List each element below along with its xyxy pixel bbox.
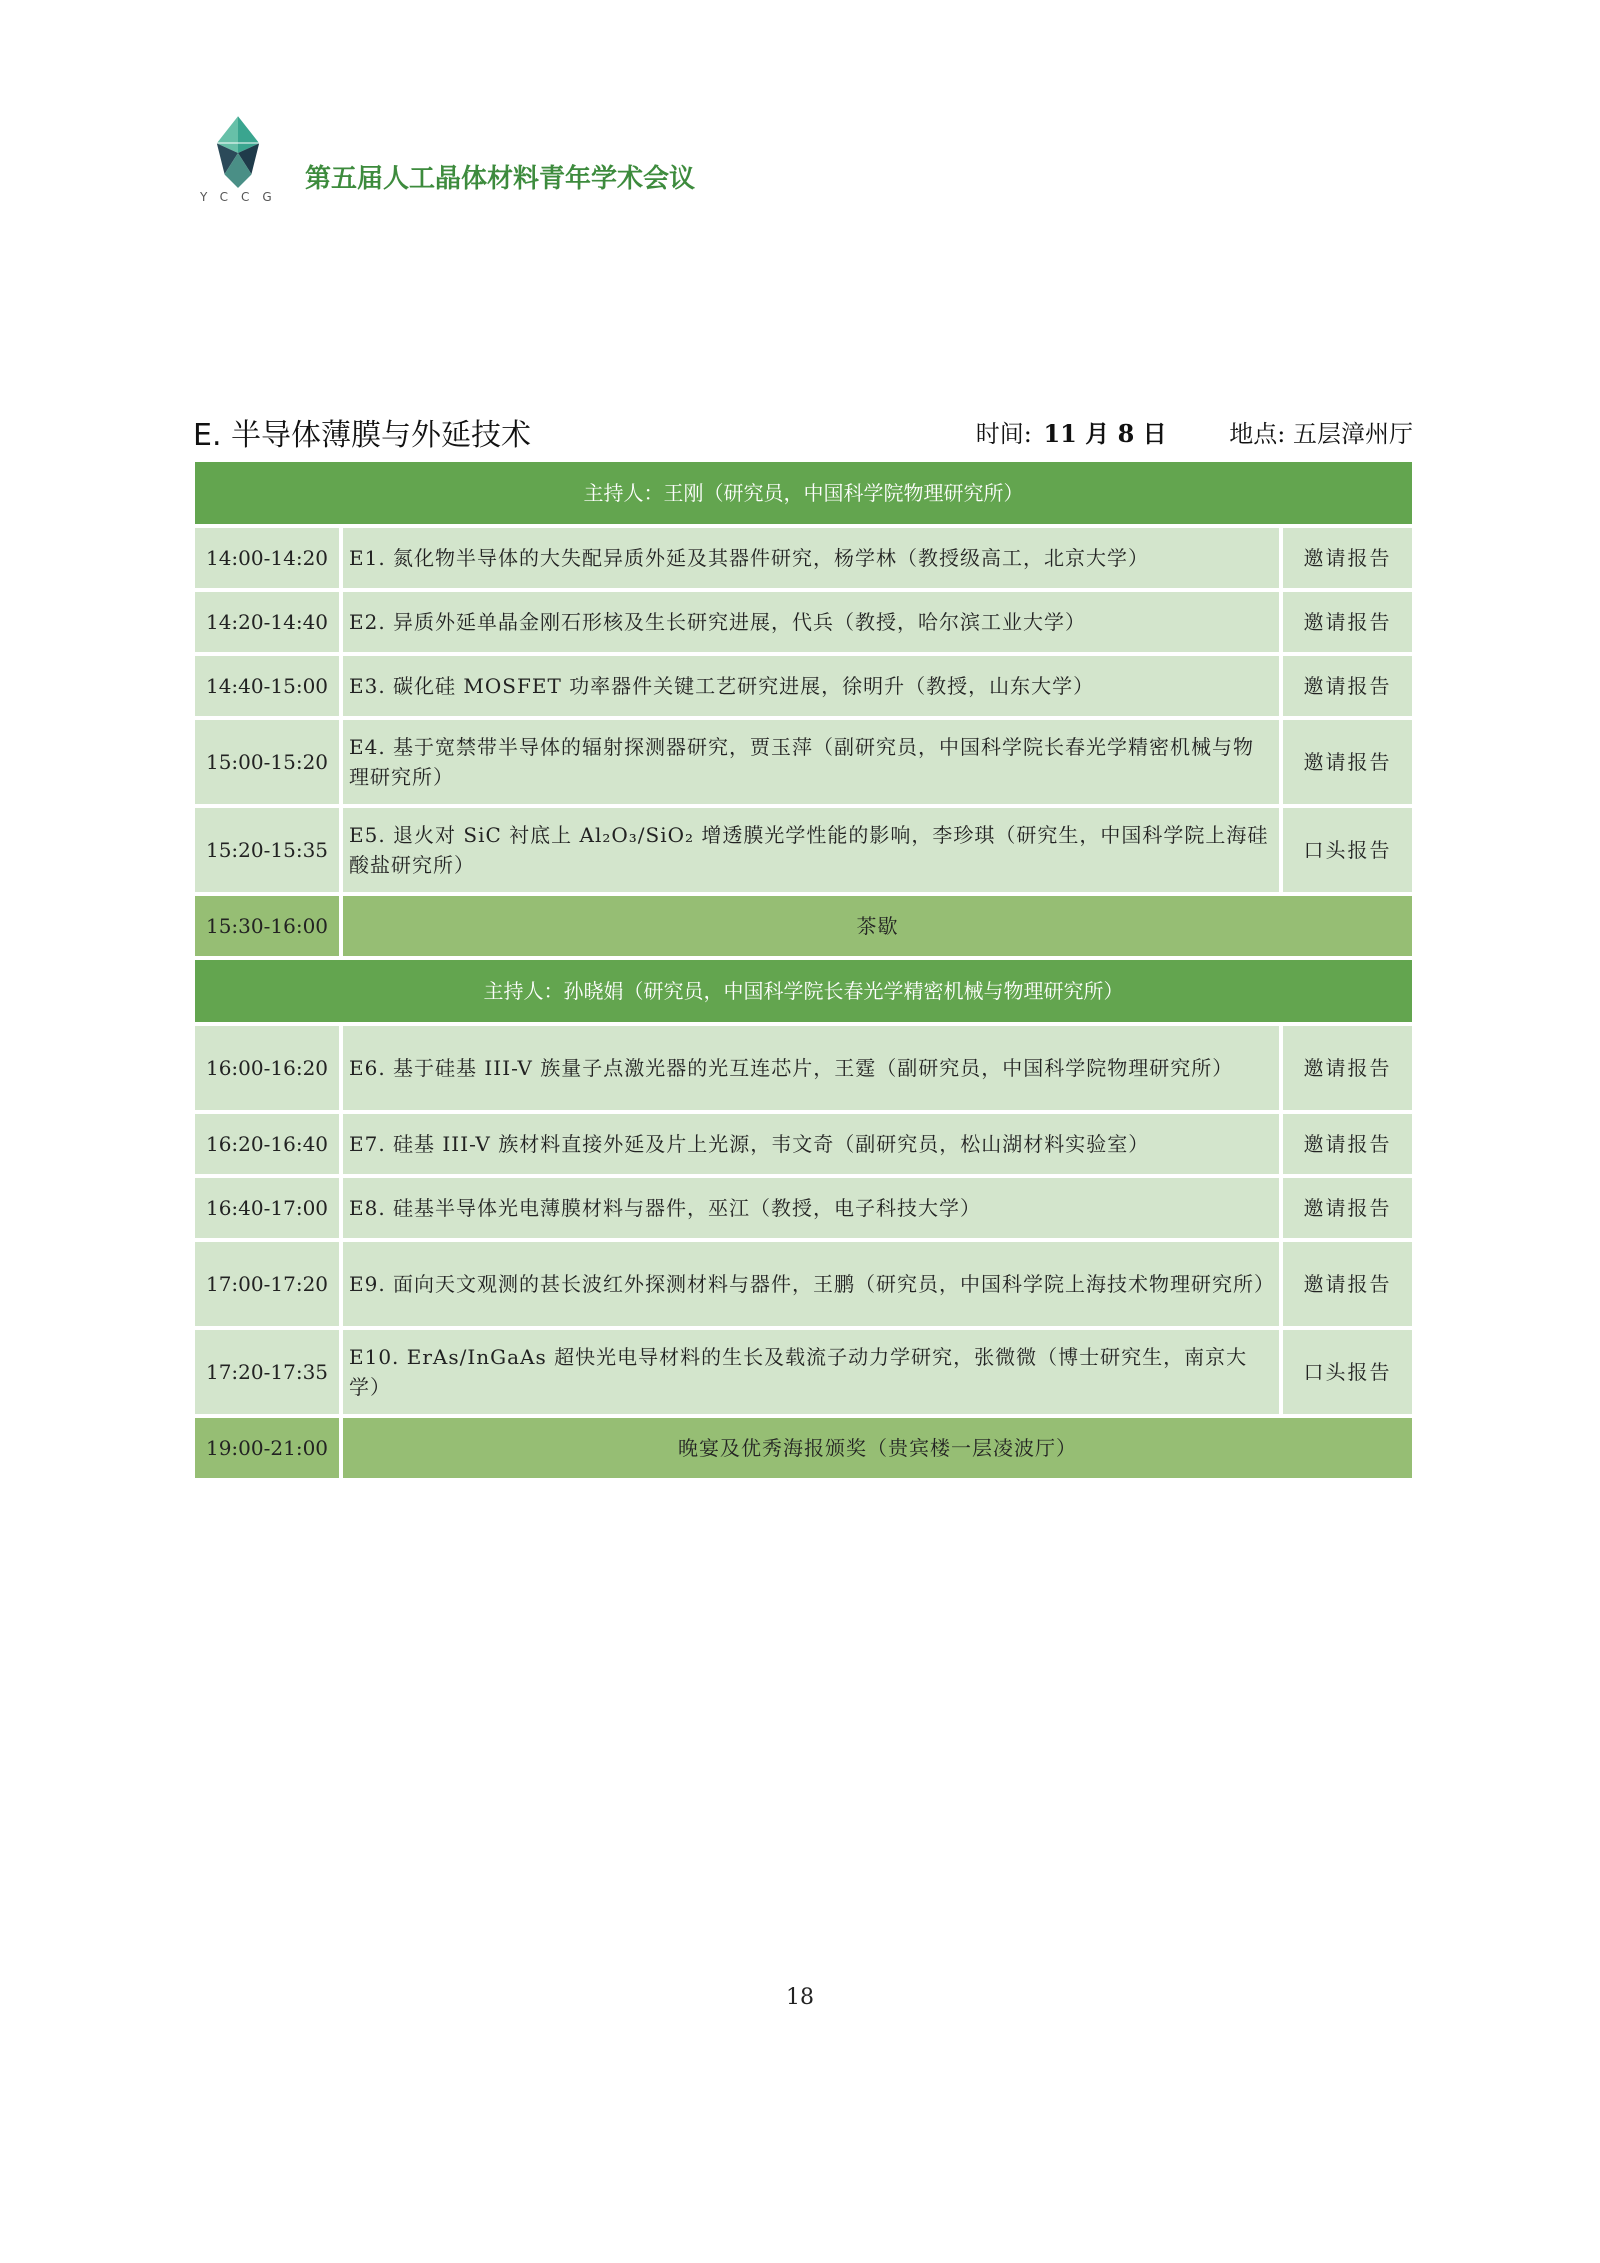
title-cell: E2. 异质外延单晶金刚石形核及生长研究进展，代兵（教授，哈尔滨工业大学） bbox=[341, 590, 1281, 654]
title-cell: E5. 退火对 SiC 衬底上 Al₂O₃/SiO₂ 增透膜光学性能的影响，李珍琪（研究生，中国科学院上海硅酸盐研究所） bbox=[341, 806, 1281, 894]
type-cell: 口头报告 bbox=[1281, 806, 1414, 894]
break-label: 晚宴及优秀海报颁奖（贵宾楼一层凌波厅） bbox=[341, 1416, 1414, 1480]
type-cell: 邀请报告 bbox=[1281, 526, 1414, 590]
time-cell: 16:00-16:20 bbox=[193, 1024, 341, 1112]
title-cell: E8. 硅基半导体光电薄膜材料与器件，巫江（教授，电子科技大学） bbox=[341, 1176, 1281, 1240]
schedule-table bbox=[193, 460, 1414, 1480]
title-cell: E1. 氮化物半导体的大失配异质外延及其器件研究，杨学林（教授级高工，北京大学） bbox=[341, 526, 1281, 590]
type-cell: 邀请报告 bbox=[1281, 1240, 1414, 1328]
type-cell: 口头报告 bbox=[1281, 1328, 1414, 1416]
time-cell: 17:20-17:35 bbox=[193, 1328, 341, 1416]
table-row bbox=[193, 590, 1414, 654]
title-cell: E7. 硅基 III-V 族材料直接外延及片上光源，韦文奇（副研究员，松山湖材料实验室） bbox=[341, 1112, 1281, 1176]
host-row bbox=[193, 958, 1414, 1024]
table-row bbox=[193, 654, 1414, 718]
break-row bbox=[193, 894, 1414, 958]
time-cell: 17:00-17:20 bbox=[193, 1240, 341, 1328]
title-cell: E6. 基于硅基 III-V 族量子点激光器的光互连芯片，王霆（副研究员，中国科学院物理研究所） bbox=[341, 1024, 1281, 1112]
type-cell: 邀请报告 bbox=[1281, 1112, 1414, 1176]
table-row bbox=[193, 1328, 1414, 1416]
title-cell: E4. 基于宽禁带半导体的辐射探测器研究，贾玉萍（副研究员，中国科学院长春光学精密机械与物理研究所） bbox=[341, 718, 1281, 806]
crystal-logo-icon bbox=[198, 113, 278, 193]
time-cell: 16:40-17:00 bbox=[193, 1176, 341, 1240]
time-cell: 19:00-21:00 bbox=[193, 1416, 341, 1480]
time-cell: 14:00-14:20 bbox=[193, 526, 341, 590]
page-number: 18 bbox=[786, 1985, 814, 2010]
time-cell: 14:20-14:40 bbox=[193, 590, 341, 654]
time-cell: 16:20-16:40 bbox=[193, 1112, 341, 1176]
title-cell: E10. ErAs/InGaAs 超快光电导材料的生长及载流子动力学研究，张微微（博士研究生，南京大学） bbox=[341, 1328, 1281, 1416]
type-cell: 邀请报告 bbox=[1281, 718, 1414, 806]
table-row bbox=[193, 1176, 1414, 1240]
section-meta bbox=[976, 414, 1413, 449]
conference-title: 第五届人工晶体材料青年学术会议 bbox=[305, 164, 696, 194]
break-label: 茶歇 bbox=[341, 894, 1414, 958]
type-cell: 邀请报告 bbox=[1281, 1176, 1414, 1240]
time-cell: 14:40-15:00 bbox=[193, 654, 341, 718]
title-cell: E9. 面向天文观测的甚长波红外探测材料与器件，王鹏（研究员，中国科学院上海技术物理研究所） bbox=[341, 1240, 1281, 1328]
table-row bbox=[193, 1240, 1414, 1328]
section-header bbox=[193, 410, 1413, 453]
type-cell: 邀请报告 bbox=[1281, 590, 1414, 654]
table-row bbox=[193, 806, 1414, 894]
host-cell: 主持人：王刚（研究员，中国科学院物理研究所） bbox=[193, 460, 1414, 526]
break-row bbox=[193, 1416, 1414, 1480]
type-cell: 邀请报告 bbox=[1281, 654, 1414, 718]
time-cell: 15:00-15:20 bbox=[193, 718, 341, 806]
table-row bbox=[193, 718, 1414, 806]
time-cell: 15:20-15:35 bbox=[193, 806, 341, 894]
table-row bbox=[193, 1024, 1414, 1112]
section-title: E. 半导体薄膜与外延技术 bbox=[193, 418, 532, 453]
host-row bbox=[193, 460, 1414, 526]
time-value: 11 月 8 日 bbox=[1043, 419, 1167, 448]
table-row bbox=[193, 1112, 1414, 1176]
logo-text: YCCG bbox=[200, 190, 285, 204]
title-cell: E3. 碳化硅 MOSFET 功率器件关键工艺研究进展，徐明升（教授，山东大学） bbox=[341, 654, 1281, 718]
type-cell: 邀请报告 bbox=[1281, 1024, 1414, 1112]
location-text: 地点: 五层漳州厅 bbox=[1229, 420, 1413, 448]
table-row bbox=[193, 526, 1414, 590]
time-label: 时间: bbox=[975, 420, 1032, 448]
time-cell: 15:30-16:00 bbox=[193, 894, 341, 958]
host-cell: 主持人：孙晓娟（研究员，中国科学院长春光学精密机械与物理研究所） bbox=[193, 958, 1414, 1024]
